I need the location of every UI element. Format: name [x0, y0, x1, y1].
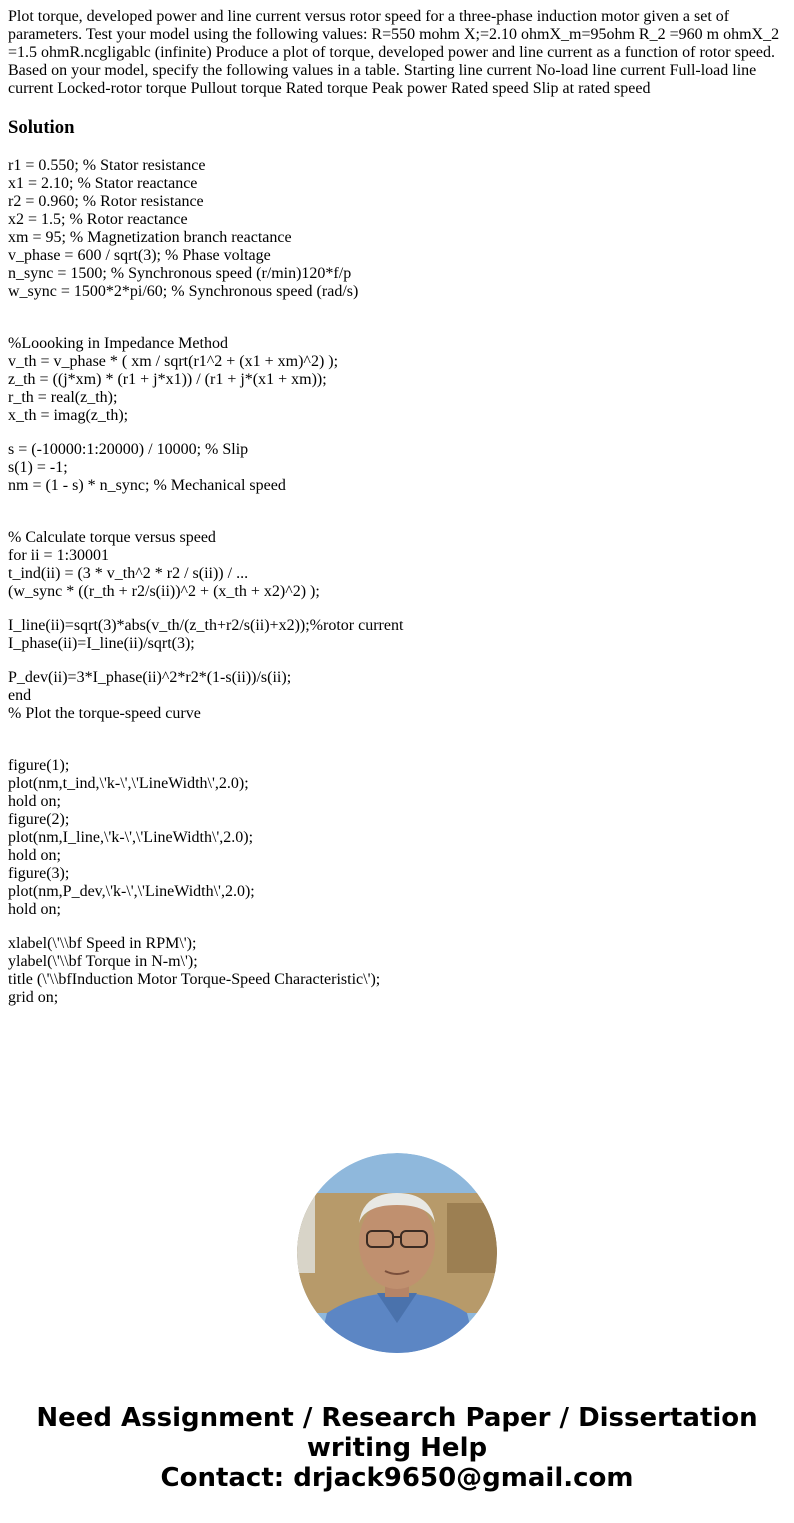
footer-promo — [0, 1403, 794, 1493]
code-line: hold on; — [8, 793, 61, 810]
code-line: r_th = real(z_th); — [8, 389, 118, 406]
code-line: r2 = 0.960; % Rotor resistance — [8, 193, 204, 210]
code-block-power — [8, 669, 786, 723]
code-line: w_sync = 1500*2*pi/60; % Synchronous speed (rad/s) — [8, 283, 359, 300]
code-line: xm = 95; % Magnetization branch reactance — [8, 229, 292, 246]
code-block-slip — [8, 441, 786, 495]
photo-face — [359, 1197, 435, 1289]
code-block-current — [8, 617, 786, 653]
code-line: end — [8, 687, 32, 704]
code-line: figure(3); — [8, 865, 70, 882]
photo-cabinet — [447, 1203, 497, 1273]
code-line: I_phase(ii)=I_line(ii)/sqrt(3); — [8, 635, 195, 652]
code-line: for ii = 1:30001 — [8, 547, 110, 564]
code-line: x2 = 1.5; % Rotor reactance — [8, 211, 188, 228]
code-line: n_sync = 1500; % Synchronous speed (r/min)120*f/p — [8, 265, 352, 282]
code-line: s = (-10000:1:20000) / 10000; % Slip — [8, 441, 249, 458]
code-block-plots — [8, 757, 786, 919]
code-line: plot(nm,I_line,\'k-\',\'LineWidth\',2.0); — [8, 829, 254, 846]
footer-line-2: writing Help — [306, 1433, 488, 1463]
code-line: I_line(ii)=sqrt(3)*abs(v_th/(z_th+r2/s(ii)+x2));%rotor current — [8, 617, 404, 634]
code-line: z_th = ((j*xm) * (r1 + j*x1)) / (r1 + j*(x1 + xm)); — [8, 371, 327, 388]
code-block-labels — [8, 935, 786, 1007]
code-line: t_ind(ii) = (3 * v_th^2 * r2 / s(ii)) / ... — [8, 565, 249, 582]
question-text: Plot torque, developed power and line current versus rotor speed for a three-phase induction motor given a set of parameters. Test your model using the following values: R=550 mohm X;=2.10 ohmX_m=95ohm R_2 =960 m ohmX_2 =1.5 ohmR.ncgligablc (infinite) Produce a plot of torque, developed power and line current as a function of rotor speed. Based on your model, specify the following values in a table. Starting line current No-load line current Full-load line current Locked-rotor torque Pullout torque Rated torque Peak power Rated speed Slip at rated speed — [8, 8, 780, 97]
code-line: P_dev(ii)=3*I_phase(ii)^2*r2*(1-s(ii))/s(ii); — [8, 669, 292, 686]
code-line: nm = (1 - s) * n_sync; % Mechanical speed — [8, 477, 286, 494]
code-line: xlabel(\'\\bf Speed in RPM\'); — [8, 935, 197, 952]
code-line: v_th = v_phase * ( xm / sqrt(r1^2 + (x1 + xm)^2) ); — [8, 353, 339, 370]
code-line: figure(2); — [8, 811, 70, 828]
code-block-torque — [8, 529, 786, 601]
code-line: v_phase = 600 / sqrt(3); % Phase voltage — [8, 247, 271, 264]
code-line: figure(1); — [8, 757, 70, 774]
code-line: x1 = 2.10; % Stator reactance — [8, 175, 198, 192]
photo-switchboard — [297, 1193, 315, 1273]
code-line: hold on; — [8, 901, 61, 918]
author-photo — [297, 1153, 497, 1353]
code-line: hold on; — [8, 847, 61, 864]
footer-line-1: Need Assignment / Research Paper / Dissertation — [36, 1403, 758, 1433]
code-line: % Plot the torque-speed curve — [8, 705, 201, 722]
code-line: s(1) = -1; — [8, 459, 68, 476]
footer-contact: Contact: drjack9650@gmail.com — [160, 1463, 634, 1493]
code-line: x_th = imag(z_th); — [8, 407, 129, 424]
code-line: ylabel(\'\\bf Torque in N-m\'); — [8, 953, 198, 970]
code-line: plot(nm,t_ind,\'k-\',\'LineWidth\',2.0); — [8, 775, 249, 792]
code-line: title (\'\\bfInduction Motor Torque-Speed Characteristic\'); — [8, 971, 381, 988]
author-avatar — [297, 1153, 497, 1353]
code-block-parameters — [8, 157, 786, 301]
code-line: grid on; — [8, 989, 59, 1006]
code-line: % Calculate torque versus speed — [8, 529, 216, 546]
code-line: plot(nm,P_dev,\'k-\',\'LineWidth\',2.0); — [8, 883, 255, 900]
code-line: %Loooking in Impedance Method — [8, 335, 228, 352]
code-line: r1 = 0.550; % Stator resistance — [8, 157, 206, 174]
code-line: (w_sync * ((r_th + r2/s(ii))^2 + (x_th + x2)^2) ); — [8, 583, 320, 600]
solution-heading: Solution — [8, 117, 75, 138]
code-block-impedance — [8, 335, 786, 425]
